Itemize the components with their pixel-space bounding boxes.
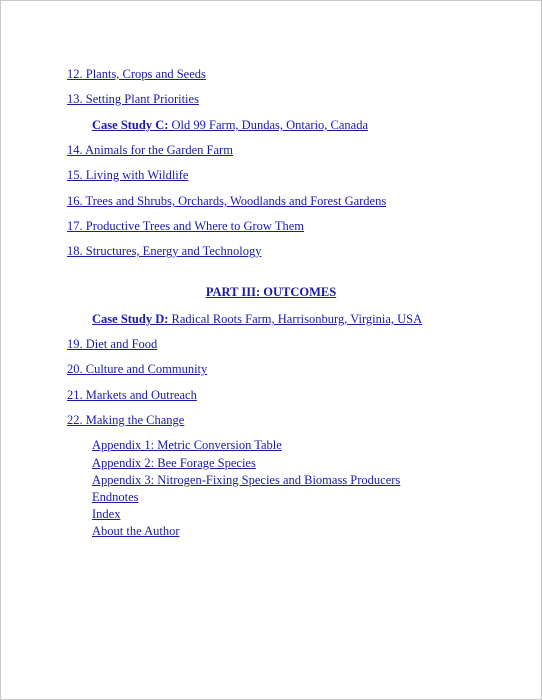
toc-link-about-author[interactable]: About the Author bbox=[92, 524, 180, 538]
case-study-d-label: Case Study D: bbox=[92, 312, 169, 326]
case-study-c-label: Case Study C: bbox=[92, 118, 169, 132]
toc-link-chapter-18[interactable]: 18. Structures, Energy and Technology bbox=[67, 244, 262, 258]
toc-link-endnotes[interactable]: Endnotes bbox=[92, 490, 139, 504]
toc-link-chapter-15[interactable]: 15. Living with Wildlife bbox=[67, 168, 189, 182]
toc-link-appendix-1[interactable]: Appendix 1: Metric Conversion Table bbox=[92, 438, 282, 452]
toc-link-part-3[interactable]: PART III: OUTCOMES bbox=[205, 285, 337, 299]
toc-link-chapter-13[interactable]: 13. Setting Plant Priorities bbox=[67, 92, 199, 106]
toc-link-chapter-19[interactable]: 19. Diet and Food bbox=[67, 337, 158, 351]
toc-link-chapter-12[interactable]: 12. Plants, Crops and Seeds bbox=[67, 67, 206, 81]
toc-link-case-study-d[interactable] bbox=[92, 312, 422, 327]
toc-link-chapter-14[interactable]: 14. Animals for the Garden Farm bbox=[67, 143, 233, 157]
toc-link-chapter-17[interactable]: 17. Productive Trees and Where to Grow Them bbox=[67, 219, 304, 233]
part-heading bbox=[1, 285, 541, 300]
toc-link-index[interactable]: Index bbox=[92, 507, 121, 521]
toc-link-chapter-22[interactable]: 22. Making the Change bbox=[67, 413, 185, 427]
case-study-d-text: Radical Roots Farm, Harrisonburg, Virginia, USA bbox=[168, 312, 423, 326]
toc-link-appendix-3[interactable]: Appendix 3: Nitrogen-Fixing Species and Biomass Producers bbox=[92, 473, 401, 487]
toc-link-appendix-2[interactable]: Appendix 2: Bee Forage Species bbox=[92, 456, 256, 470]
toc-link-chapter-16[interactable]: 16. Trees and Shrubs, Orchards, Woodlands and Forest Gardens bbox=[67, 194, 387, 208]
toc-link-chapter-21[interactable]: 21. Markets and Outreach bbox=[67, 388, 197, 402]
toc-link-case-study-c[interactable] bbox=[92, 118, 368, 133]
toc-link-chapter-20[interactable]: 20. Culture and Community bbox=[67, 362, 208, 376]
case-study-c-text: Old 99 Farm, Dundas, Ontario, Canada bbox=[168, 118, 369, 132]
